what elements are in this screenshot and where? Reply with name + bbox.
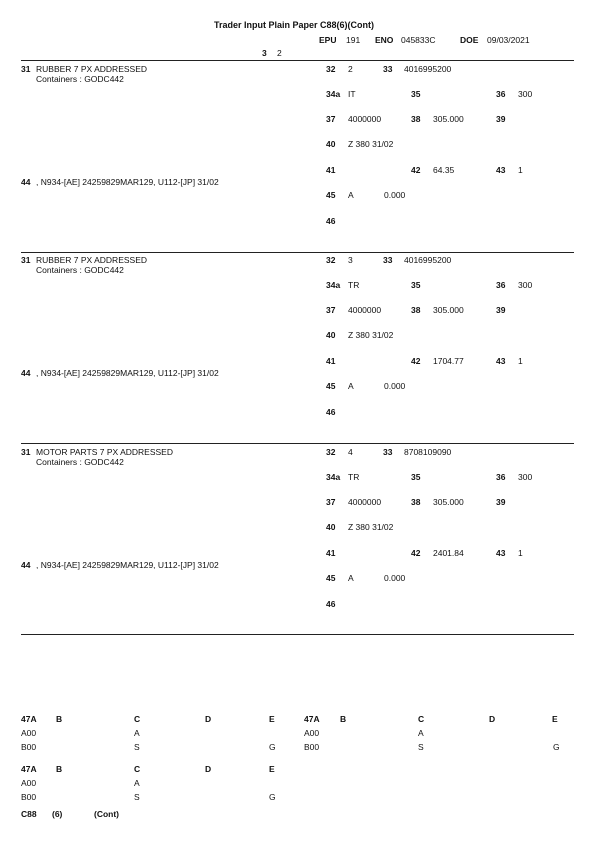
column-b-header: B [56, 764, 63, 774]
box41-label: 41 [326, 548, 336, 558]
tax-type-code: A00 [21, 778, 37, 788]
box32-value: 4 [348, 447, 353, 457]
tax-type-code: B00 [21, 792, 37, 802]
box33-value: 4016995200 [404, 64, 452, 74]
box36-label: 36 [496, 280, 506, 290]
box39-label: 39 [496, 305, 506, 315]
box42-label: 42 [411, 356, 421, 366]
tax-cell: A [418, 728, 424, 738]
box37-label: 37 [326, 497, 336, 507]
column-c-header: C [418, 714, 425, 724]
box44-text: , N934-[AE] 24259829MAR129, U112-[JP] 31/02 [36, 560, 219, 570]
column-e-header: E [269, 714, 275, 724]
box32-value: 3 [348, 255, 353, 265]
column-b-header: B [56, 714, 63, 724]
column-d-header: D [489, 714, 496, 724]
epu-value: 191 [346, 35, 361, 45]
box33-value: 8708109090 [404, 447, 452, 457]
box45-code: A [348, 190, 354, 200]
box37-value: 4000000 [348, 305, 382, 315]
box44-label: 44 [21, 368, 31, 378]
box31-label: 31 [21, 255, 31, 265]
box32-value: 2 [348, 64, 353, 74]
tax-cell: S [418, 742, 424, 752]
item-divider-bottom [21, 634, 574, 635]
eno-value: 045833C [401, 35, 436, 45]
box43-value: 1 [518, 165, 523, 175]
goods-description: MOTOR PARTS 7 PX ADDRESSED [36, 447, 173, 457]
tax-cell: A [134, 728, 140, 738]
goods-description: RUBBER 7 PX ADDRESSED [36, 255, 148, 265]
box45-value: 0.000 [384, 573, 406, 583]
box34a-label: 34a [326, 472, 341, 482]
box43-label: 43 [496, 165, 506, 175]
footer-part: (6) [52, 809, 63, 819]
tax-cell: S [134, 742, 140, 752]
tax-type-code: B00 [21, 742, 37, 752]
box43-label: 43 [496, 548, 506, 558]
tax-cell: A [134, 778, 140, 788]
column-e-header: E [552, 714, 558, 724]
item-block [0, 63, 595, 253]
box40-value: Z 380 31/02 [348, 139, 394, 149]
column-e-header: E [269, 764, 275, 774]
box47a-header: 47A [21, 714, 37, 724]
box31-label: 31 [21, 64, 31, 74]
box42-value: 64.35 [433, 165, 455, 175]
box38-value: 305.000 [433, 497, 464, 507]
box43-value: 1 [518, 356, 523, 366]
box43-value: 1 [518, 548, 523, 558]
box45-code: A [348, 573, 354, 583]
column-d-header: D [205, 714, 212, 724]
tax-cell: G [553, 742, 560, 752]
tax-type-code: A00 [304, 728, 320, 738]
box44-text: , N934-[AE] 24259829MAR129, U112-[JP] 31/02 [36, 368, 219, 378]
box39-label: 39 [496, 497, 506, 507]
tax-cell: G [269, 742, 276, 752]
tax-cell: S [134, 792, 140, 802]
item-block [0, 254, 595, 444]
document-title: Trader Input Plain Paper C88(6)(Cont) [214, 20, 375, 30]
box42-label: 42 [411, 165, 421, 175]
box38-label: 38 [411, 114, 421, 124]
box40-label: 40 [326, 139, 336, 149]
box42-value: 1704.77 [433, 356, 464, 366]
column-d-header: D [205, 764, 212, 774]
box36-value: 300 [518, 280, 533, 290]
goods-description: RUBBER 7 PX ADDRESSED [36, 64, 148, 74]
item-divider-top [21, 60, 574, 61]
box40-label: 40 [326, 522, 336, 532]
box34a-value: TR [348, 472, 360, 482]
box38-value: 305.000 [433, 305, 464, 315]
tax-type-code: B00 [304, 742, 320, 752]
footer-continuation: (Cont) [94, 809, 120, 819]
item-divider [21, 443, 574, 444]
box36-value: 300 [518, 89, 533, 99]
box44-label: 44 [21, 177, 31, 187]
box47a-header: 47A [21, 764, 37, 774]
containers-text: Containers : GODC442 [36, 74, 124, 84]
box38-value: 305.000 [433, 114, 464, 124]
box33-label: 33 [383, 447, 393, 457]
box32-label: 32 [326, 255, 336, 265]
box35-label: 35 [411, 280, 421, 290]
box37-value: 4000000 [348, 497, 382, 507]
box42-value: 2401.84 [433, 548, 464, 558]
box33-label: 33 [383, 64, 393, 74]
box46-label: 46 [326, 216, 336, 226]
box41-label: 41 [326, 356, 336, 366]
box36-label: 36 [496, 472, 506, 482]
containers-text: Containers : GODC442 [36, 265, 124, 275]
box45-value: 0.000 [384, 381, 406, 391]
box46-label: 46 [326, 407, 336, 417]
box40-value: Z 380 31/02 [348, 330, 394, 340]
box38-label: 38 [411, 305, 421, 315]
tax-type-code: A00 [21, 728, 37, 738]
box36-label: 36 [496, 89, 506, 99]
page-number: 3 [262, 48, 267, 58]
doe-value: 09/03/2021 [487, 35, 530, 45]
containers-text: Containers : GODC442 [36, 457, 124, 467]
box34a-value: IT [348, 89, 356, 99]
box39-label: 39 [496, 114, 506, 124]
box41-label: 41 [326, 165, 336, 175]
box38-label: 38 [411, 497, 421, 507]
epu-label: EPU [319, 35, 337, 45]
box44-label: 44 [21, 560, 31, 570]
box34a-label: 34a [326, 89, 341, 99]
doe-label: DOE [460, 35, 479, 45]
box42-label: 42 [411, 548, 421, 558]
box44-text: , N934-[AE] 24259829MAR129, U112-[JP] 31/02 [36, 177, 219, 187]
box32-label: 32 [326, 447, 336, 457]
box34a-label: 34a [326, 280, 341, 290]
box37-value: 4000000 [348, 114, 382, 124]
box46-label: 46 [326, 599, 336, 609]
box40-label: 40 [326, 330, 336, 340]
box45-label: 45 [326, 190, 336, 200]
column-c-header: C [134, 714, 141, 724]
column-c-header: C [134, 764, 141, 774]
item-block [0, 446, 595, 636]
column-b-header: B [340, 714, 347, 724]
box43-label: 43 [496, 356, 506, 366]
box32-label: 32 [326, 64, 336, 74]
footer-form-code: C88 [21, 809, 37, 819]
box45-value: 0.000 [384, 190, 406, 200]
box34a-value: TR [348, 280, 360, 290]
item-divider [21, 252, 574, 253]
box35-label: 35 [411, 472, 421, 482]
box35-label: 35 [411, 89, 421, 99]
box33-value: 4016995200 [404, 255, 452, 265]
page-count: 2 [277, 48, 282, 58]
box47a-header: 47A [304, 714, 320, 724]
box33-label: 33 [383, 255, 393, 265]
tax-cell: G [269, 792, 276, 802]
box37-label: 37 [326, 305, 336, 315]
eno-label: ENO [375, 35, 394, 45]
box31-label: 31 [21, 447, 31, 457]
box45-label: 45 [326, 573, 336, 583]
box45-label: 45 [326, 381, 336, 391]
box45-code: A [348, 381, 354, 391]
box37-label: 37 [326, 114, 336, 124]
box36-value: 300 [518, 472, 533, 482]
box40-value: Z 380 31/02 [348, 522, 394, 532]
